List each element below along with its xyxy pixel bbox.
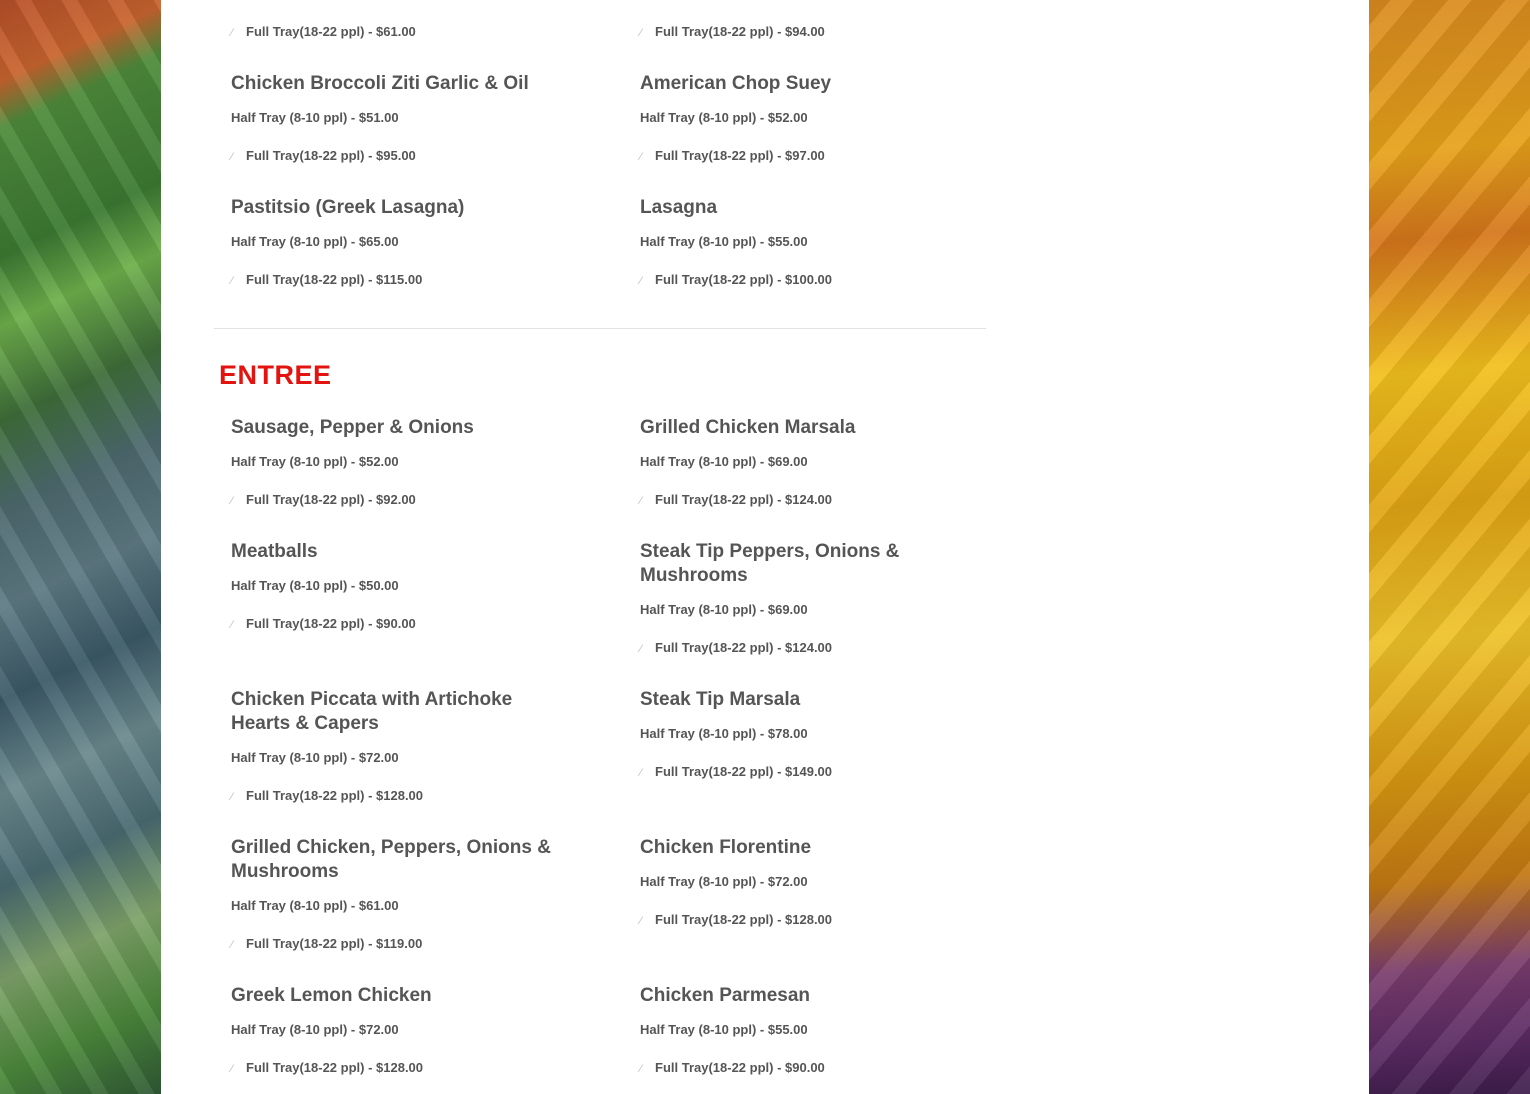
full-tray-price: ⁄ Full Tray(18-22 ppl) - $97.00: [640, 148, 825, 163]
full-tray-price: ⁄ Full Tray(18-22 ppl) - $124.00: [640, 492, 833, 507]
section-divider: [214, 328, 986, 329]
full-tray-price: ⁄ Full Tray(18-22 ppl) - $94.00: [640, 24, 825, 39]
half-tray-price: Half Tray (8-10 ppl) - $51.00: [231, 110, 399, 125]
full-tray-price: ⁄ Full Tray(18-22 ppl) - $90.00: [231, 616, 416, 631]
slash-icon: ⁄: [640, 27, 642, 39]
item-name: Sausage, Pepper & Onions: [231, 417, 474, 438]
item-name: American Chop Suey: [640, 73, 832, 94]
slash-icon: ⁄: [640, 495, 642, 507]
half-tray-price: Half Tray (8-10 ppl) - $61.00: [231, 898, 399, 913]
menu-item: [231, 984, 591, 1075]
item-name: Chicken Broccoli Ziti Garlic & Oil: [231, 73, 529, 94]
menu-item: [231, 196, 591, 287]
menu-item: [640, 984, 1000, 1075]
menu-content-panel: [161, 0, 1369, 1094]
slash-icon: ⁄: [231, 27, 233, 39]
half-tray-price: Half Tray (8-10 ppl) - $52.00: [640, 110, 808, 125]
full-tray-price: ⁄ Full Tray(18-22 ppl) - $128.00: [640, 912, 833, 927]
full-tray-price: ⁄ Full Tray(18-22 ppl) - $92.00: [231, 492, 416, 507]
full-tray-price: ⁄ Full Tray(18-22 ppl) - $149.00: [640, 764, 833, 779]
item-name: Steak Tip Peppers, Onions & Mushrooms: [640, 541, 900, 586]
half-tray-price: Half Tray (8-10 ppl) - $69.00: [640, 454, 808, 469]
menu-item: [640, 72, 1000, 163]
full-tray-price: ⁄ Full Tray(18-22 ppl) - $119.00: [231, 936, 423, 951]
slash-icon: ⁄: [640, 275, 642, 287]
slash-icon: ⁄: [640, 767, 642, 779]
slash-icon: ⁄: [231, 1063, 233, 1075]
full-tray-price: ⁄ Full Tray(18-22 ppl) - $124.00: [640, 640, 833, 655]
full-tray-price: ⁄ Full Tray(18-22 ppl) - $100.00: [640, 272, 833, 287]
slash-icon: ⁄: [231, 619, 233, 631]
background-vegetables-left: [0, 0, 161, 1094]
background-vegetables-right: [1369, 0, 1530, 1094]
full-tray-price: ⁄ Full Tray(18-22 ppl) - $128.00: [231, 788, 424, 803]
full-tray-price: ⁄ Full Tray(18-22 ppl) - $115.00: [231, 272, 423, 287]
item-name: Meatballs: [231, 541, 318, 562]
item-name: Pastitsio (Greek Lasagna): [231, 197, 465, 218]
menu-item: [640, 688, 1000, 779]
menu-item: [231, 836, 576, 951]
full-tray-price: ⁄ Full Tray(18-22 ppl) - $95.00: [231, 148, 416, 163]
half-tray-price: Half Tray (8-10 ppl) - $72.00: [231, 750, 399, 765]
slash-icon: ⁄: [640, 915, 642, 927]
item-name: Grilled Chicken Marsala: [640, 417, 856, 438]
half-tray-price: Half Tray (8-10 ppl) - $78.00: [640, 726, 808, 741]
slash-icon: ⁄: [231, 939, 233, 951]
full-tray-price: ⁄ Full Tray(18-22 ppl) - $128.00: [231, 1060, 424, 1075]
full-tray-price: ⁄ Full Tray(18-22 ppl) - $90.00: [640, 1060, 825, 1075]
item-name: Lasagna: [640, 197, 718, 218]
menu-item: [640, 416, 1000, 507]
half-tray-price: Half Tray (8-10 ppl) - $69.00: [640, 602, 808, 617]
slash-icon: ⁄: [231, 495, 233, 507]
menu-item: [231, 688, 551, 803]
menu-item: [231, 540, 591, 631]
menu-item: [640, 540, 940, 655]
half-tray-price: Half Tray (8-10 ppl) - $50.00: [231, 578, 399, 593]
slash-icon: ⁄: [231, 275, 233, 287]
menu-item: [640, 836, 1000, 927]
slash-icon: ⁄: [231, 151, 233, 163]
half-tray-price: Half Tray (8-10 ppl) - $65.00: [231, 234, 399, 249]
half-tray-price: Half Tray (8-10 ppl) - $55.00: [640, 234, 808, 249]
item-name: Chicken Piccata with Artichoke Hearts & Capers: [231, 689, 513, 734]
slash-icon: ⁄: [640, 1063, 642, 1075]
menu-item: [231, 416, 591, 507]
item-name: Chicken Parmesan: [640, 985, 811, 1006]
section-title-entree: ENTREE: [219, 360, 332, 390]
half-tray-price: Half Tray (8-10 ppl) - $55.00: [640, 1022, 808, 1037]
full-tray-price: ⁄ Full Tray(18-22 ppl) - $61.00: [231, 24, 416, 39]
item-name: Grilled Chicken, Peppers, Onions & Mushrooms: [231, 837, 551, 882]
half-tray-price: Half Tray (8-10 ppl) - $52.00: [231, 454, 399, 469]
item-name: Steak Tip Marsala: [640, 689, 801, 710]
menu-item: [231, 72, 591, 163]
item-name: Chicken Florentine: [640, 837, 812, 858]
item-name: Greek Lemon Chicken: [231, 985, 432, 1006]
half-tray-price: Half Tray (8-10 ppl) - $72.00: [640, 874, 808, 889]
slash-icon: ⁄: [231, 791, 233, 803]
slash-icon: ⁄: [640, 643, 642, 655]
menu-item: [640, 196, 1000, 287]
slash-icon: ⁄: [640, 151, 642, 163]
half-tray-price: Half Tray (8-10 ppl) - $72.00: [231, 1022, 399, 1037]
